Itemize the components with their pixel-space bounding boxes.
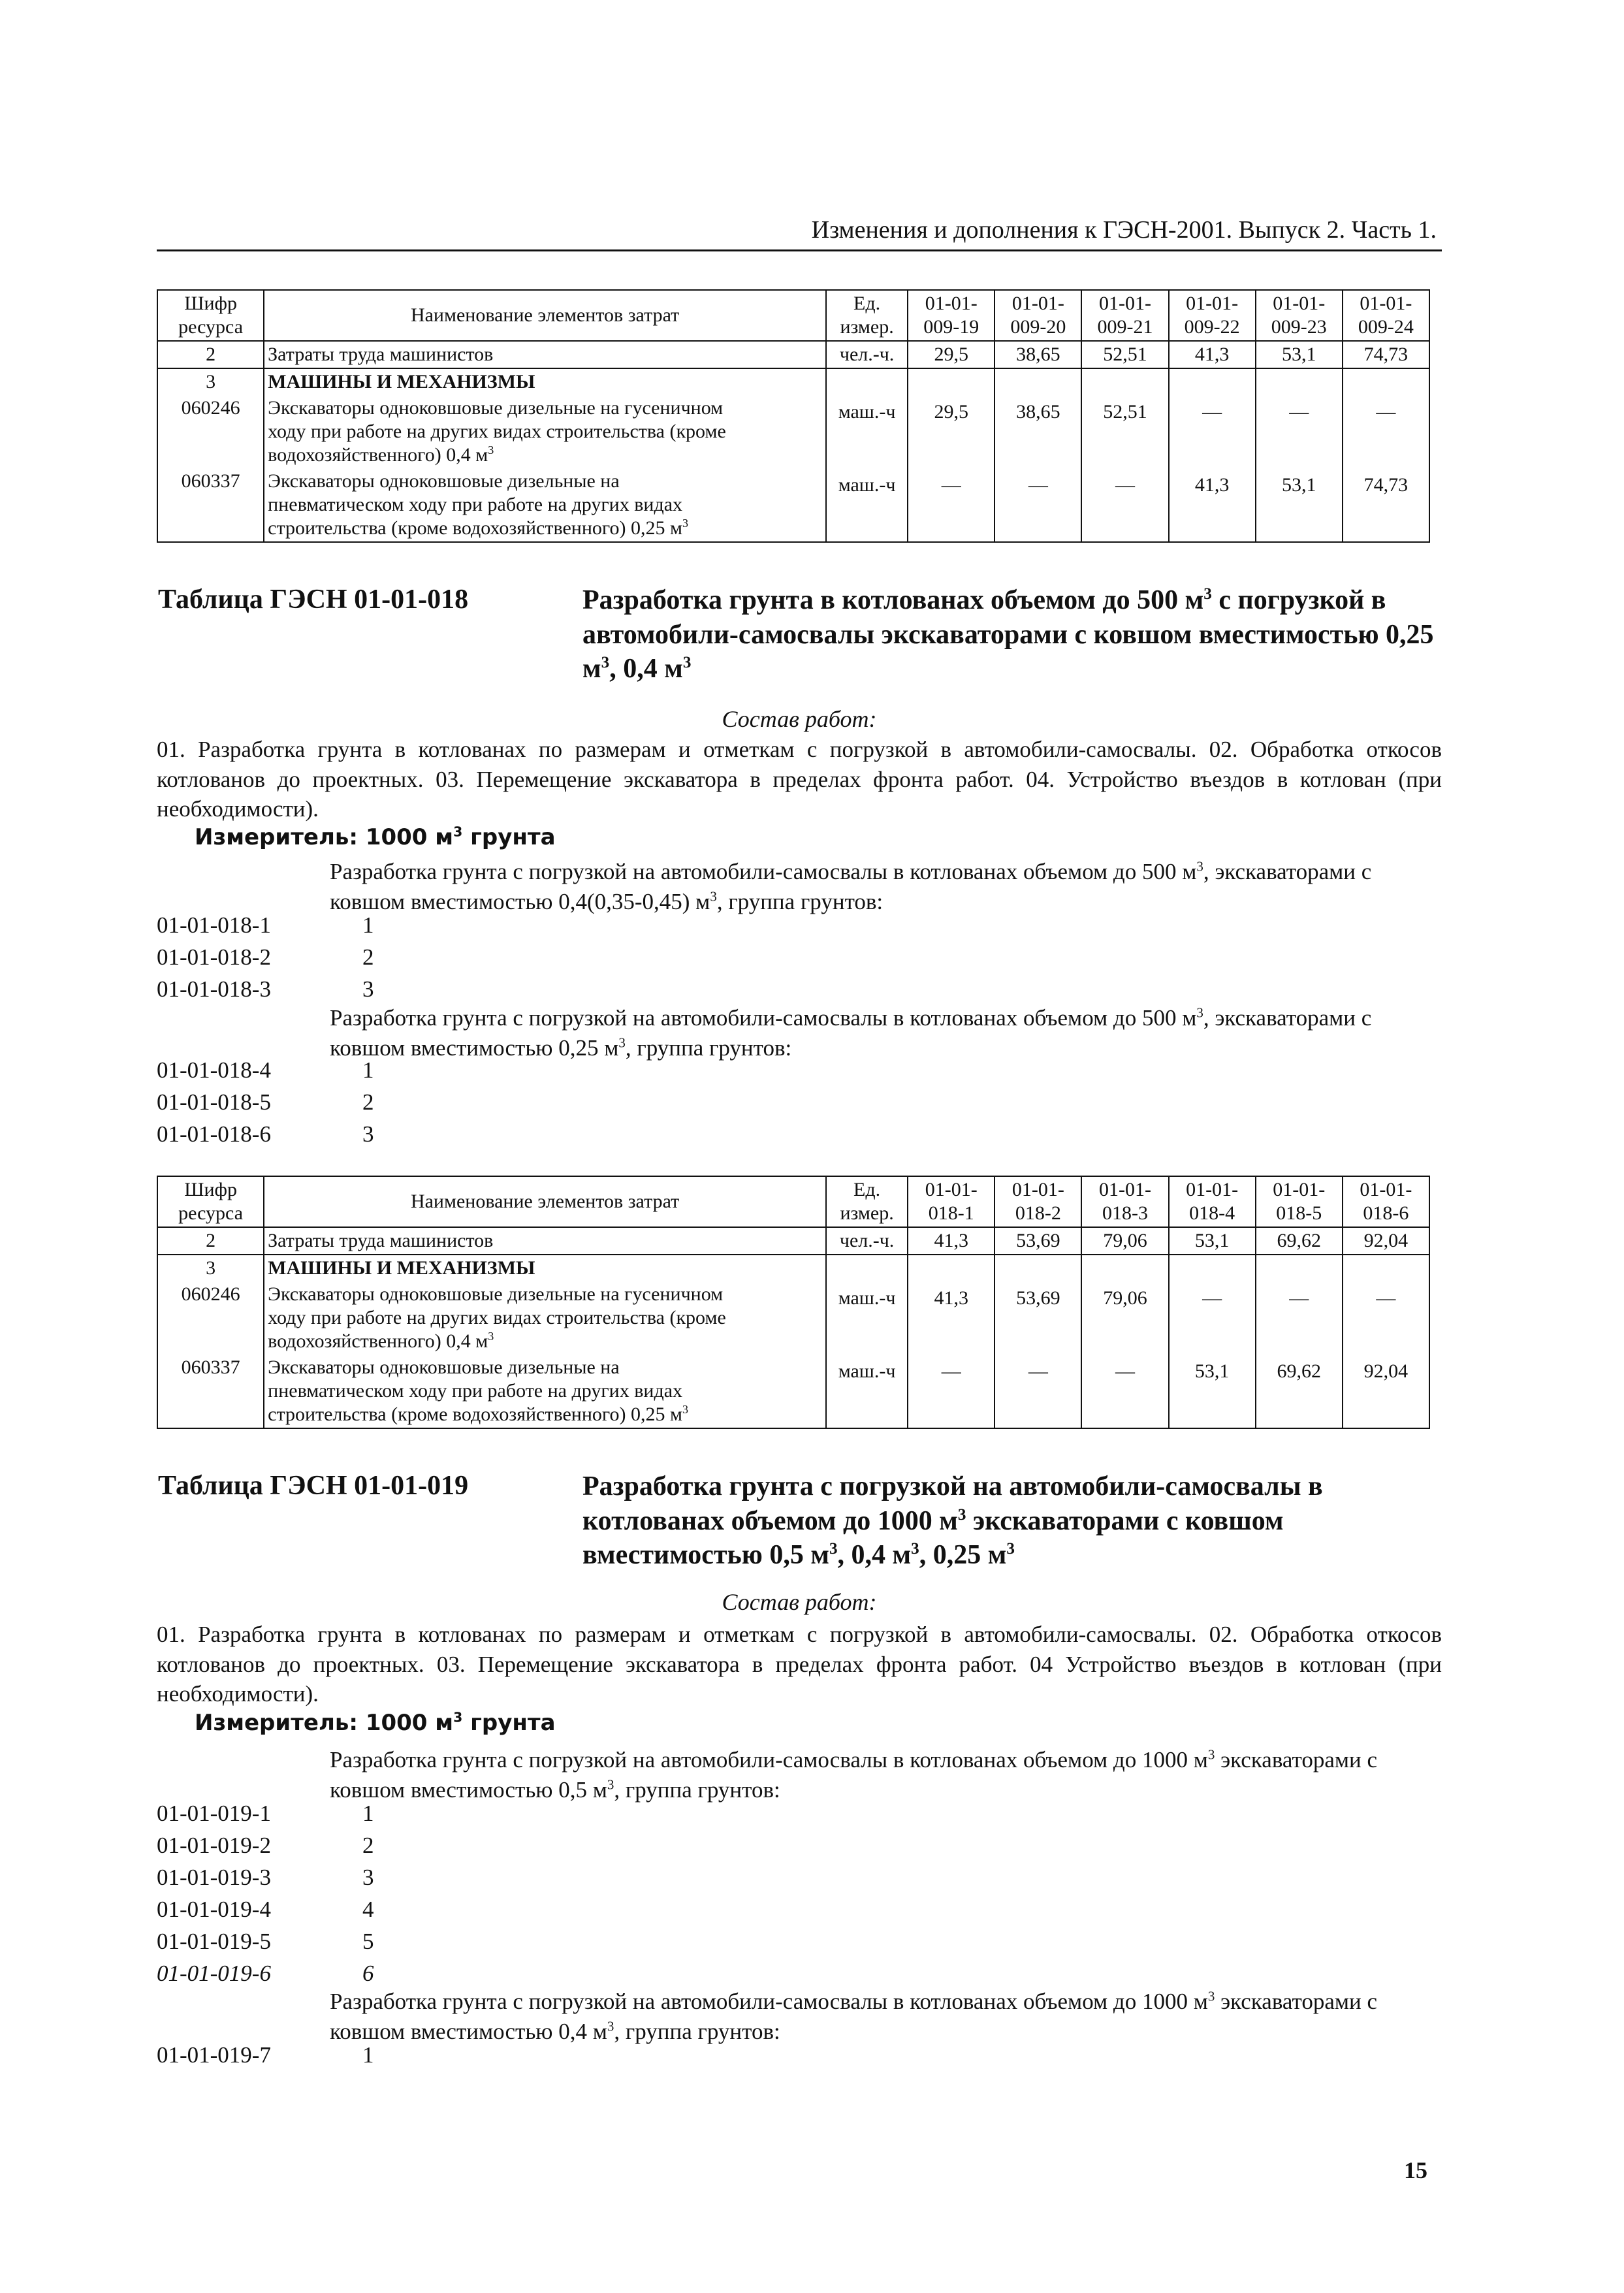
- header-unit: Ед. измер.: [826, 1176, 908, 1227]
- header-col-1: 01-01- 018-1: [908, 1176, 995, 1227]
- table-header-row: [157, 290, 1429, 341]
- header-code: Шифр ресурса: [157, 290, 264, 341]
- header-col-5: 01-01- 009-23: [1256, 290, 1343, 341]
- table-row: 2 Затраты труда машинистов чел.-ч. 41,3 53,69 79,06 53,1 69,62 92,04: [157, 1227, 1429, 1255]
- resource-table-009: [157, 289, 1430, 543]
- measure-line: Измеритель: 1000 $м^3$ грунта: [195, 1709, 556, 1736]
- header-col-2: 01-01- 018-2: [995, 1176, 1081, 1227]
- header-col-3: 01-01- 009-21: [1081, 290, 1168, 341]
- header-col-4: 01-01- 009-22: [1169, 290, 1256, 341]
- header-unit: Ед. измер.: [826, 290, 908, 341]
- code-list: [157, 909, 374, 1005]
- header-col-2: 01-01- 009-20: [995, 290, 1081, 341]
- code-list: [157, 2039, 374, 2071]
- list-item: 01-01-018-4 1: [157, 1057, 374, 1083]
- list-item: 01-01-018-6 3: [157, 1121, 374, 1147]
- header-name: Наименование элементов затрат: [264, 290, 826, 341]
- list-item: 01-01-019-7 1: [157, 2042, 374, 2068]
- work-composition-heading: Состав работ:: [722, 706, 877, 732]
- group-intro: Разработка грунта с погрузкой на автомобили-самосвалы в котлованах объемом до 1000 $м^3$ экскаваторами с ковшом вместимостью 0,4 $м^3$, группа грунтов:: [330, 1988, 1378, 2044]
- header-col-5: 01-01- 018-5: [1256, 1176, 1343, 1227]
- list-item: 01-01-018-2 2: [157, 944, 374, 970]
- table-row: 2 Затраты труда машинистов чел.-ч. 29,5 38,65 52,51 41,3 53,1 74,73: [157, 341, 1429, 368]
- resource-table-018: [157, 1176, 1430, 1429]
- table-title-019: Разработка грунта с погрузкой на автомобили-самосвалы в котлованах объемом до 1000 $м^3$ экскаваторами с ковшом вместимостью 0,5 $м^3$, 0,4 $м^3$, 0,25 $м^3$: [582, 1471, 1323, 1570]
- group-intro: Разработка грунта с погрузкой на автомобили-самосвалы в котлованах объемом до 500 $м^3$, экскаваторами с ковшом вместимостью 0,4(0,35-0,45) $м^3$, группа грунтов:: [330, 858, 1372, 914]
- work-composition-text: 01. Разработка грунта в котлованах по размерам и отметкам с погрузкой в автомобили-самосвалы. 02. Обработка откосов котлованов до проектных. 03. Перемещение экскаватора в пределах фронта работ. 04 Устройство въездов в котлован (при необходимости).: [157, 1622, 1442, 1707]
- group-intro: Разработка грунта с погрузкой на автомобили-самосвалы в котлованах объемом до 1000 $м^3$ экскаваторами с ковшом вместимостью 0,5 $м^3$, группа грунтов:: [330, 1746, 1378, 1803]
- measure-line: Измеритель: 1000 $м^3$ грунта: [195, 824, 556, 850]
- table-row: 060246 Экскаваторы одноковшовые дизельные на гусеничном ходу при работе на других видах строительства (кроме водохозяйственного) 0,4 $м^3$ маш.-ч 29,5 38,65 52,51 — — —: [157, 395, 1429, 468]
- table-title-018: Разработка грунта в котлованах объемом до 500 $м^3$ с погрузкой в автомобили-самосвалы экскаваторами с ковшом вместимостью 0,25 $м^3$, 0,4 $м^3$: [582, 585, 1434, 684]
- header-col-6: 01-01- 018-6: [1343, 1176, 1429, 1227]
- list-item: 01-01-019-3 3: [157, 1865, 374, 1890]
- list-item: 01-01-019-5 5: [157, 1929, 374, 1954]
- list-item: 01-01-019-6 6: [157, 1961, 374, 1986]
- table-row: 3 МАШИНЫ И МЕХАНИЗМЫ: [157, 1255, 1429, 1281]
- page-number: 15: [1404, 2157, 1427, 2183]
- table-header-row: [157, 1176, 1429, 1227]
- list-item: 01-01-018-1 1: [157, 912, 374, 938]
- code-list: [157, 1797, 374, 1989]
- work-composition-text: 01. Разработка грунта в котлованах по размерам и отметкам с погрузкой в автомобили-самосвалы. 02. Обработка откосов котлованов до проектных. 03. Перемещение экскаватора в пределах фронта работ. 04. Устройство въездов в котлован (при необходимости).: [157, 737, 1442, 822]
- header-col-1: 01-01- 009-19: [908, 290, 995, 341]
- list-item: 01-01-018-3 3: [157, 976, 374, 1002]
- header-col-4: 01-01- 018-4: [1169, 1176, 1256, 1227]
- table-row: 060337 Экскаваторы одноковшовые дизельные на пневматическом ходу при работе на других видах строительства (кроме водохозяйственного) 0,25 $м^3$ маш.-ч — — — 41,3 53,1 74,73: [157, 468, 1429, 542]
- table-label-018: Таблица ГЭСН 01-01-018: [158, 585, 469, 615]
- list-item: 01-01-019-2 2: [157, 1833, 374, 1858]
- code-list: [157, 1054, 374, 1150]
- list-item: 01-01-018-5 2: [157, 1089, 374, 1115]
- header-code: Шифр ресурса: [157, 1176, 264, 1227]
- table-row: 060246 Экскаваторы одноковшовые дизельные на гусеничном ходу при работе на других видах строительства (кроме водохозяйственного) 0,4 $м^3$ маш.-ч 41,3 53,69 79,06 — — —: [157, 1281, 1429, 1355]
- page-header: [157, 216, 1442, 251]
- list-item: 01-01-019-1 1: [157, 1801, 374, 1826]
- work-composition-heading: Состав работ:: [722, 1589, 877, 1615]
- header-name: Наименование элементов затрат: [264, 1176, 826, 1227]
- list-item: 01-01-019-4 4: [157, 1897, 374, 1922]
- header-col-3: 01-01- 018-3: [1081, 1176, 1168, 1227]
- header-col-6: 01-01- 009-24: [1343, 290, 1429, 341]
- table-row: 3 МАШИНЫ И МЕХАНИЗМЫ: [157, 368, 1429, 395]
- header-text: Изменения и дополнения к ГЭСН-2001. Выпуск 2. Часть 1.: [811, 216, 1437, 244]
- table-row: 060337 Экскаваторы одноковшовые дизельные на пневматическом ходу при работе на других видах строительства (кроме водохозяйственного) 0,25 $м^3$ маш.-ч — — — 53,1 69,62 92,04: [157, 1355, 1429, 1428]
- table-label-019: Таблица ГЭСН 01-01-019: [158, 1471, 469, 1501]
- group-intro: Разработка грунта с погрузкой на автомобили-самосвалы в котлованах объемом до 500 $м^3$, экскаваторами с ковшом вместимостью 0,25 $м^3$, группа грунтов:: [330, 1004, 1372, 1061]
